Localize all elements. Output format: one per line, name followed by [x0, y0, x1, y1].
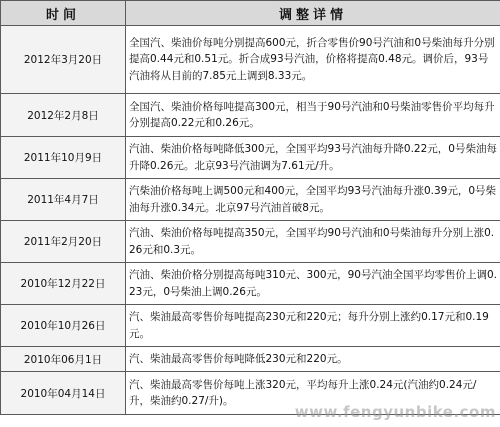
detail-cell: 汽、柴油最高零售价每吨上涨320元，平均每升上涨0.24元(汽油约0.24元/升，柴油约0.27/升)。 — [126, 372, 500, 415]
date-cell: 2012年2月8日 — [1, 94, 126, 137]
date-cell: 2011年10月9日 — [1, 137, 126, 179]
table-row — [1, 305, 500, 347]
detail-cell: 汽油、柴油价格分别提高每吨310元、300元，90号汽油全国平均零售价上调0.23元，0号柴油上调0.26元。 — [126, 263, 500, 305]
table-row — [1, 347, 500, 372]
table-row — [1, 263, 500, 305]
detail-cell: 汽、柴油最高零售价每吨降低230元和220元。 — [126, 347, 500, 372]
table-row — [1, 26, 500, 94]
date-cell: 2012年3月20日 — [1, 26, 126, 94]
detail-cell: 汽油、柴油价格每吨降低300元，全国平均93号汽油每升降0.22元，0号柴油每升降0.26元。北京93号汽油调为7.61元/升。 — [126, 137, 500, 179]
date-cell: 2011年2月20日 — [1, 221, 126, 263]
date-cell: 2011年4月7日 — [1, 179, 126, 221]
table-row — [1, 179, 500, 221]
table-row — [1, 221, 500, 263]
date-cell: 2010年12月22日 — [1, 263, 126, 305]
column-header-details: 调整详情 — [126, 1, 500, 26]
detail-cell: 全国汽、柴油价每吨分别提高600元，折合零售价90号汽油和0号柴油每升分别提高0.44元和0.51元。折合成93号汽油，价格将提高0.48元。调价后，93号汽油将从目前的7.85元上调到8.33元。 — [126, 26, 500, 94]
table-row — [1, 137, 500, 179]
date-cell: 2010年10月26日 — [1, 305, 126, 347]
detail-cell: 汽柴油价格每吨上调500元和400元，全国平均93号汽油每升涨0.39元，0号柴油每升涨0.34元。北京97号汽油首破8元。 — [126, 179, 500, 221]
detail-cell: 汽、柴油最高零售价每吨提高230元和220元；每升分别上涨约0.17元和0.19元。 — [126, 305, 500, 347]
table-header-row — [1, 1, 500, 26]
table-row — [1, 94, 500, 137]
column-header-time: 时间 — [1, 1, 126, 26]
site-watermark: www.fengyunbike.com — [294, 403, 496, 421]
detail-cell: 汽油、柴油价格每吨提高350元，全国平均90号汽油和0号柴油每升分别上涨0.26元和0.3元。 — [126, 221, 500, 263]
detail-cell: 全国汽、柴油价格每吨提高300元，相当于90号汽油和0号柴油零售价平均每升分别提高0.22元和0.26元。 — [126, 94, 500, 137]
date-cell: 2010年04月14日 — [1, 372, 126, 415]
date-cell: 2010年06月1日 — [1, 347, 126, 372]
